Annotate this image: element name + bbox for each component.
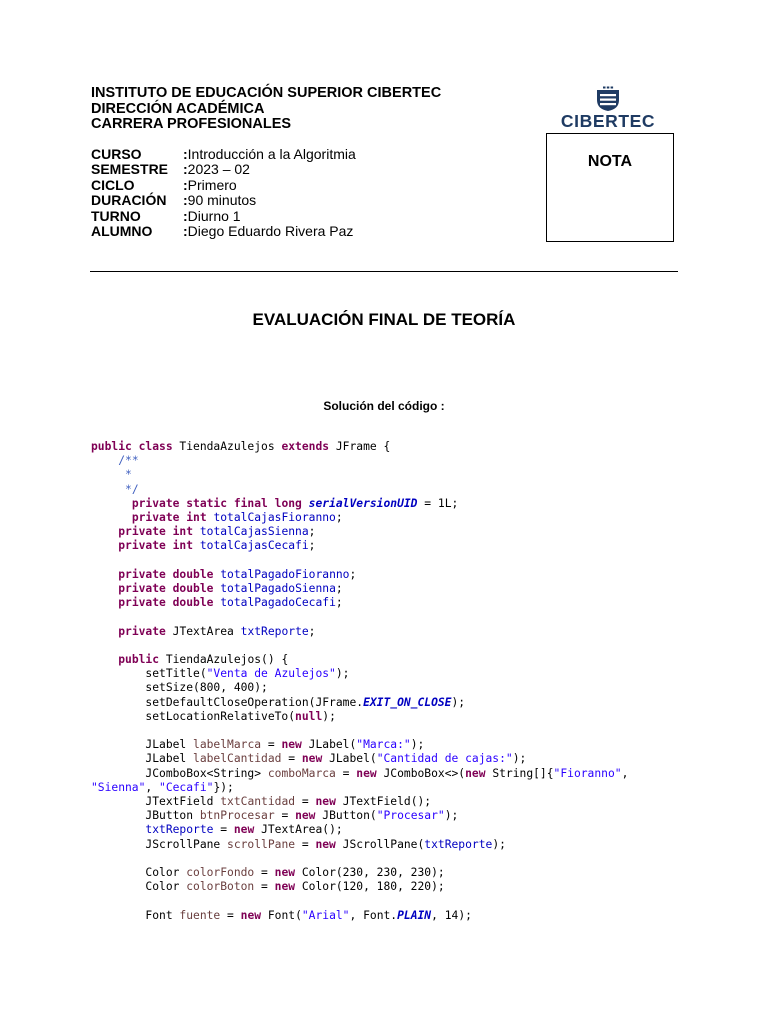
code-token: JLabel (91, 752, 194, 766)
code-token: JScrollPane( (342, 837, 425, 851)
code-token: txtReporte (424, 837, 493, 851)
info-row (91, 178, 356, 193)
code-line (91, 653, 288, 666)
code-token: labelCantidad (193, 752, 282, 766)
code-token: new (465, 766, 493, 780)
department-name: DIRECCIÓN ACADÉMICA (91, 100, 265, 117)
code-token: ; (308, 539, 316, 553)
cibertec-logo (557, 86, 659, 130)
code-token: JFrame { (335, 440, 391, 453)
code-token: Font (91, 908, 180, 922)
code-token: new (295, 809, 323, 823)
code-token: = (274, 809, 296, 823)
info-row (91, 147, 356, 162)
info-value: 90 minutos (187, 192, 257, 209)
code-token: "Marca:" (356, 738, 411, 752)
code-token: private (118, 624, 173, 638)
code-line (91, 625, 315, 638)
code-token: totalPagadoFioranno (220, 567, 350, 581)
code-token: setDefaultCloseOperation(JFrame. (91, 695, 364, 709)
code-token: = (335, 766, 357, 780)
code-token: Color (91, 880, 187, 894)
code-token: }); (213, 780, 234, 794)
code-token: extends (281, 440, 336, 453)
grade-label: NOTA (587, 153, 633, 170)
info-key: TURNO (91, 207, 141, 224)
code-token: comboMarca (267, 766, 336, 780)
code-token: ); (335, 667, 350, 681)
logo-wordmark: CIBERTEC (560, 111, 656, 131)
code-line (91, 767, 628, 780)
code-token: ; (308, 624, 316, 638)
code-line (91, 710, 336, 723)
institution-header (91, 86, 441, 133)
code-token: = (261, 738, 282, 752)
code-line (91, 596, 343, 609)
code-token: JScrollPane (91, 837, 228, 851)
code-line (91, 909, 472, 922)
info-value: Primero (187, 176, 237, 193)
code-token: new (301, 752, 330, 766)
code-token: */ (125, 482, 139, 496)
code-token: txtReporte (145, 823, 214, 837)
code-token: = (213, 823, 234, 837)
code-token (91, 511, 132, 524)
info-value: Diego Eduardo Rivera Paz (187, 223, 354, 240)
code-token (91, 568, 118, 581)
grade-box (546, 133, 674, 242)
course-info (91, 147, 356, 239)
code-token: totalPagadoCecafi (220, 596, 336, 610)
code-line (91, 454, 139, 467)
code-token (91, 525, 118, 538)
code-token: new (274, 866, 302, 880)
code-token: JTextArea(); (261, 823, 343, 837)
code-token: null (295, 709, 323, 723)
code-token (91, 625, 118, 638)
code-token: ); (512, 752, 527, 766)
code-token: "Cantidad de cajas:" (376, 752, 513, 766)
code-token: String[]{ (492, 766, 554, 780)
code-token: = 1L; (417, 496, 459, 510)
info-value: 2023 – 02 (187, 161, 250, 178)
exam-title: EVALUACIÓN FINAL DE TEORÍA (252, 310, 516, 329)
code-token: new (315, 837, 343, 851)
code-token: JComboBox<String> (91, 766, 268, 780)
code-token: = (281, 752, 302, 766)
code-token: "Arial" (301, 908, 350, 922)
code-line (91, 781, 234, 794)
code-token: private int (131, 511, 214, 525)
info-separator: : (183, 207, 188, 224)
code-line (91, 497, 458, 510)
code-line (91, 866, 445, 879)
info-separator: : (183, 176, 188, 193)
code-token: ; (335, 596, 343, 610)
code-token (91, 596, 118, 609)
code-listing (91, 440, 691, 923)
code-line (91, 511, 343, 524)
section-subtitle: Solución del código : (323, 399, 445, 413)
code-token: public (118, 653, 166, 667)
code-token: PLAIN (397, 908, 432, 922)
code-token: JLabel( (308, 738, 357, 752)
code-token: ); (451, 695, 466, 709)
info-row (91, 209, 356, 224)
code-token (91, 653, 118, 666)
code-token: txtCantidad (220, 795, 296, 809)
code-token: Color (91, 866, 187, 880)
code-line (91, 696, 465, 709)
code-token (91, 468, 125, 481)
code-token (91, 539, 118, 552)
code-token: JButton (91, 809, 200, 823)
info-value: Introducción a la Algoritmia (187, 146, 356, 162)
code-token: Color(120, 180, 220); (301, 880, 445, 894)
code-token: "Fioranno" (553, 766, 622, 780)
code-line (91, 539, 315, 552)
code-token: JTextArea (172, 624, 241, 638)
code-token: Font( (267, 908, 302, 922)
code-token: setSize(800, 400); (91, 681, 268, 695)
code-line (91, 838, 506, 851)
code-token: private static final long (131, 496, 309, 510)
divider (90, 271, 678, 272)
code-token: setTitle( (91, 667, 207, 681)
code-line (91, 468, 132, 481)
code-token: public class (91, 440, 180, 453)
code-token: colorBoton (186, 880, 255, 894)
code-token: ); (322, 709, 336, 723)
code-token: "Procesar" (376, 809, 445, 823)
info-separator: : (183, 192, 188, 209)
code-line (91, 681, 268, 694)
code-token: JComboBox<>( (383, 766, 466, 780)
code-token: = (254, 866, 275, 880)
info-value: Diurno 1 (187, 207, 241, 224)
code-line (91, 809, 458, 822)
code-token: private int (118, 539, 200, 553)
code-token: totalCajasFioranno (213, 511, 336, 525)
code-token: TiendaAzulejos (179, 440, 282, 453)
program-name: CARRERA PROFESIONALES (91, 116, 292, 132)
code-token: new (315, 795, 343, 809)
code-token (91, 582, 118, 595)
code-token: = (254, 880, 275, 894)
code-token: , Font. (349, 908, 398, 922)
code-token: new (240, 908, 268, 922)
code-token: txtReporte (240, 624, 309, 638)
code-token: , 14); (431, 908, 472, 922)
code-token: JLabel( (329, 752, 377, 766)
shield-icon (557, 86, 659, 112)
info-key: ALUMNO (91, 223, 153, 240)
info-row (91, 224, 356, 239)
info-key: SEMESTRE (91, 161, 169, 178)
code-line (91, 752, 526, 765)
code-token: private double (118, 582, 221, 596)
info-separator: : (183, 146, 188, 162)
code-token: , (621, 766, 629, 780)
info-key: CICLO (91, 176, 135, 193)
code-token: ; (335, 582, 343, 596)
code-line (91, 568, 356, 581)
code-line (91, 738, 424, 751)
code-token: labelMarca (193, 738, 262, 752)
code-token: /** (118, 454, 139, 468)
code-token: scrollPane (227, 837, 296, 851)
code-token: private double (118, 567, 221, 581)
info-separator: : (183, 223, 188, 240)
code-token: JTextField (91, 795, 221, 809)
code-token: btnProcesar (199, 809, 275, 823)
code-token (91, 823, 145, 836)
code-token: "Sienna" (91, 780, 146, 794)
institution-name: INSTITUTO DE EDUCACIÓN SUPERIOR CIBERTEC (91, 85, 442, 101)
code-token: totalCajasSienna (199, 525, 309, 539)
info-key: CURSO (91, 146, 142, 162)
code-line (91, 582, 343, 595)
code-token: * (125, 468, 132, 482)
code-token: new (356, 766, 384, 780)
code-line (91, 823, 343, 836)
code-token: , (145, 780, 160, 794)
code-token: ; (349, 567, 357, 581)
code-token: new (281, 738, 309, 752)
code-token: "Venta de Azulejos" (206, 667, 336, 681)
code-token: EXIT_ON_CLOSE (363, 695, 452, 709)
code-line (91, 795, 431, 808)
info-key: DURACIÓN (91, 192, 167, 209)
code-token: colorFondo (186, 866, 255, 880)
code-token: = (220, 908, 241, 922)
code-token: JButton( (322, 809, 377, 823)
code-token: ; (308, 525, 316, 539)
code-token: ); (410, 738, 425, 752)
code-token: private int (118, 525, 200, 539)
code-token (91, 497, 132, 510)
code-token: totalPagadoSienna (220, 582, 336, 596)
code-token: TiendaAzulejos() { (165, 653, 289, 667)
code-line (91, 525, 315, 538)
code-line (91, 667, 349, 680)
code-line (91, 483, 139, 496)
code-token: Color(230, 230, 230); (301, 866, 445, 880)
code-line (91, 440, 390, 453)
code-token: = (295, 795, 316, 809)
code-token: setLocationRelativeTo( (91, 709, 296, 723)
code-token: fuente (179, 908, 221, 922)
code-token (91, 454, 118, 467)
code-token: new (274, 880, 302, 894)
code-token: = (295, 837, 316, 851)
code-token: JLabel (91, 738, 194, 752)
code-token: JTextField(); (342, 795, 432, 809)
code-token: serialVersionUID (308, 496, 418, 510)
code-token: ; (335, 511, 343, 525)
code-token: new (233, 823, 262, 837)
code-line (91, 880, 445, 893)
code-token: ); (492, 837, 506, 851)
info-row (91, 193, 356, 208)
code-token: totalCajasCecafi (199, 539, 309, 553)
code-token (91, 483, 125, 496)
code-token: private double (118, 596, 221, 610)
code-token: ); (444, 809, 459, 823)
info-separator: : (183, 161, 188, 178)
code-token: "Cecafi" (159, 780, 214, 794)
info-row (91, 162, 356, 177)
